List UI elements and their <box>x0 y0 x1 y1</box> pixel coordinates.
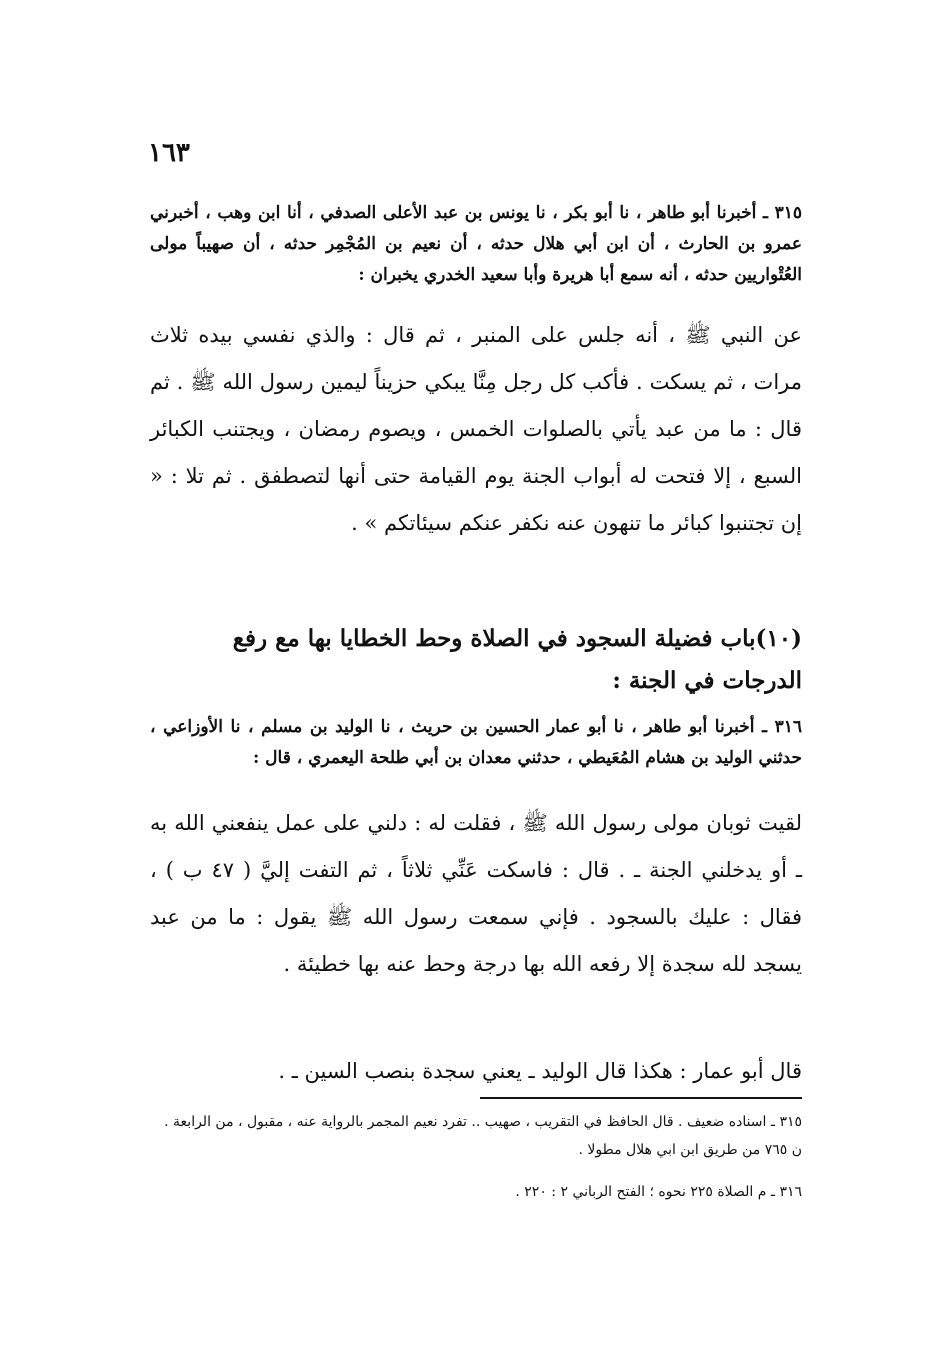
page-number: ١٦٣ <box>148 138 190 168</box>
hadith-316-matn: لقيت ثوبان مولى رسول الله ﷺ ، فقلت له : دلني على عمل ينفعني الله به ـ أو يدخلني الجنة ـ . قال : فاسكت عَنِّي ثلاثاً ، ثم التفت إليَّ ( ٤٧ ب ) ، فقال : عليك بالسجود . فإني سمعت رسول الله ﷺ يقول : ما من عبد يسجد لله سجدة إلا رفعه الله بها درجة وحط عنه بها خطيئة . <box>150 811 802 976</box>
hadith-315-isnad: ٣١٥ ـ أخبرنا أبو طاهر ، نا أبو بكر ، نا يونس بن عبد الأعلى الصدفي ، أنا ابن وهب ، أخبرني عمرو بن الحارث ، أن ابن أبي هلال حدثه ، أن نعيم بن المُجْمِر حدثه ، أن صهيباً مولى العُتْواريين حدثه ، أنه سمع أبا هريرة وأبا سعيد الخدري يخبران : <box>150 203 802 285</box>
hadith-316-note: قال أبو عمار : هكذا قال الوليد ـ يعني سجدة بنصب السين ـ . <box>278 1059 802 1083</box>
chapter-heading: (١٠)باب فضيلة السجود في الصلاة وحط الخطايا بها مع رفع الدرجات في الجنة : <box>232 625 802 694</box>
footnote-316: ٣١٦ ـ م الصلاة ٢٢٥ نحوه ؛ الفتح الرباني ٢ : ٢٢٠ . <box>515 1184 802 1200</box>
hadith-315-matn: عن النبي ﷺ ، أنه جلس على المنبر ، ثم قال : والذي نفسي بيده ثلاث مرات ، ثم يسكت . فأكب كل رجل مِنَّا يبكي حزيناً ليمين رسول الله ﷺ . ثم قال : ما من عبد يأتي بالصلوات الخمس ، ويصوم رمضان ، ويجتنب الكبائر السبع ، إلا فتحت له أبواب الجنة يوم القيامة حتى أنها لتصطفق . ثم تلا : « إن تجتنبوا كبائر ما تنهون عنه نكفر عنكم سيئاتكم » . <box>150 323 802 535</box>
footnote-divider <box>480 1097 802 1099</box>
footnote-315: ٣١٥ ـ اسناده ضعيف . قال الحافظ في التقريب ، صهيب .. تفرد نعيم المجمر بالرواية عنه ، مقبول ، من الرابعة . ن ٧٦٥ من طريق ابن ابي هلال مطولا . <box>164 1114 802 1158</box>
hadith-316-isnad: ٣١٦ ـ أخبرنا أبو طاهر ، نا أبو عمار الحسين بن حريث ، نا الوليد بن مسلم ، نا الأوزاعي ، حدثني الوليد بن هشام المُعَيطي ، حدثني معدان بن أبي طلحة اليعمري ، قال : <box>150 717 802 768</box>
